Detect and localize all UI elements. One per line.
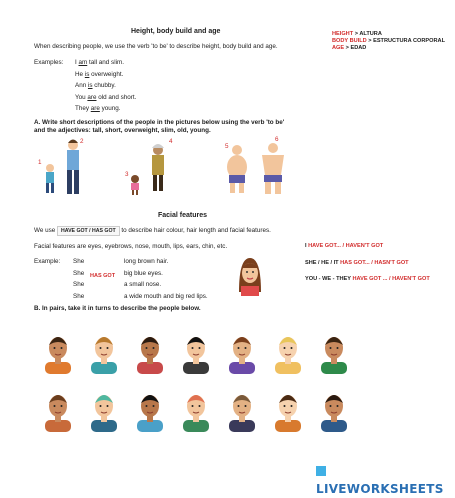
have-got-box: HAVE GOT / HAS GOT — [57, 226, 120, 236]
person-avatar — [318, 388, 350, 432]
subject-she: She — [73, 281, 85, 288]
person-avatar — [42, 388, 74, 432]
examples-list — [75, 59, 136, 117]
section-a-instruction-2: and the adjectives: tall, short, overweight, slim, old, young. — [34, 127, 211, 134]
example-line: You are old and short. — [75, 93, 137, 101]
tall-man-figure — [67, 140, 79, 195]
facial-item: a small nose. — [124, 281, 162, 288]
muscular-man-figure — [262, 143, 284, 194]
boy-figure — [46, 164, 54, 193]
picture-number-4: 4 — [169, 138, 173, 145]
intro-text: When describing people, we use the verb 'to be' to describe height, body build and age. — [34, 43, 278, 50]
logo-mark-icon — [316, 466, 326, 476]
person-avatar — [272, 330, 304, 374]
picture-number-5: 5 — [225, 143, 229, 150]
facial-features-line: Facial features are eyes, eyebrows, nose, mouth, lips, ears, chin, etc. — [34, 243, 228, 250]
section-a-instruction-1: A. Write short descriptions of the people in the pictures below using the verb 'to be' — [34, 119, 285, 126]
person-avatar — [226, 388, 258, 432]
glossary-item-body-build: BODY BUILD > ESTRUCTURA CORPORAL — [332, 38, 445, 44]
picture-number-6: 6 — [275, 136, 279, 143]
have-got-rules — [305, 243, 430, 283]
example-line: I am tall and slim. — [75, 59, 124, 66]
facial-items — [124, 258, 208, 304]
subject-she: She — [73, 258, 85, 265]
facial-item: big blue eyes. — [124, 269, 163, 277]
person-avatar — [272, 388, 304, 432]
person-avatar — [180, 388, 212, 432]
woman-face-illustration — [236, 256, 264, 296]
person-avatar — [134, 388, 166, 432]
example-line: He is overweight. — [75, 70, 124, 78]
subject-she: She — [73, 292, 85, 300]
person-avatar — [318, 330, 350, 374]
person-avatar — [226, 330, 258, 374]
rule-she-he-it: SHE / HE / IT HAS GOT... / HASN'T GOT — [305, 260, 409, 266]
example-line: Ann is chubby. — [75, 82, 116, 89]
example-line: They are young. — [75, 105, 121, 112]
facial-features-title: Facial features — [158, 212, 208, 219]
person-avatar — [88, 388, 120, 432]
facial-subjects — [73, 258, 84, 304]
person-avatar — [134, 330, 166, 374]
picture-number-3: 3 — [125, 171, 129, 178]
picture-number-2: 2 — [80, 138, 84, 145]
little-girl-figure — [131, 175, 139, 195]
rule-you-we-they: YOU - WE - THEY HAVE GOT ... / HAVEN'T GOT — [305, 276, 430, 282]
examples-label: Examples: — [34, 59, 64, 66]
facial-item: a wide mouth and big red lips. — [124, 292, 208, 300]
person-avatar — [88, 330, 120, 374]
rule-i: I HAVE GOT... / HAVEN'T GOT — [305, 243, 384, 249]
liveworksheets-logo: LIVEWORKSHEETS — [316, 462, 455, 498]
person-avatar — [42, 330, 74, 374]
has-got-label: HAS GOT — [90, 273, 116, 279]
page-title: Height, body build and age — [131, 28, 221, 35]
glossary-item-height: HEIGHT > ALTURA — [332, 31, 382, 37]
old-woman-figure — [152, 144, 164, 191]
subject-she: She — [73, 269, 85, 277]
facial-example-label: Example: — [34, 258, 61, 265]
facial-item: long brown hair. — [124, 258, 169, 265]
picture-number-1: 1 — [38, 159, 42, 166]
overweight-man-figure — [227, 145, 247, 193]
person-avatar — [180, 330, 212, 374]
glossary — [332, 31, 445, 52]
section-b-instruction: B. In pairs, take it in turns to describe the people below. — [34, 305, 201, 312]
facial-use-line: We use HAVE GOT / HAS GOT to describe hair colour, hair length and facial features. — [34, 227, 271, 234]
glossary-item-age: AGE > EDAD — [332, 45, 367, 51]
